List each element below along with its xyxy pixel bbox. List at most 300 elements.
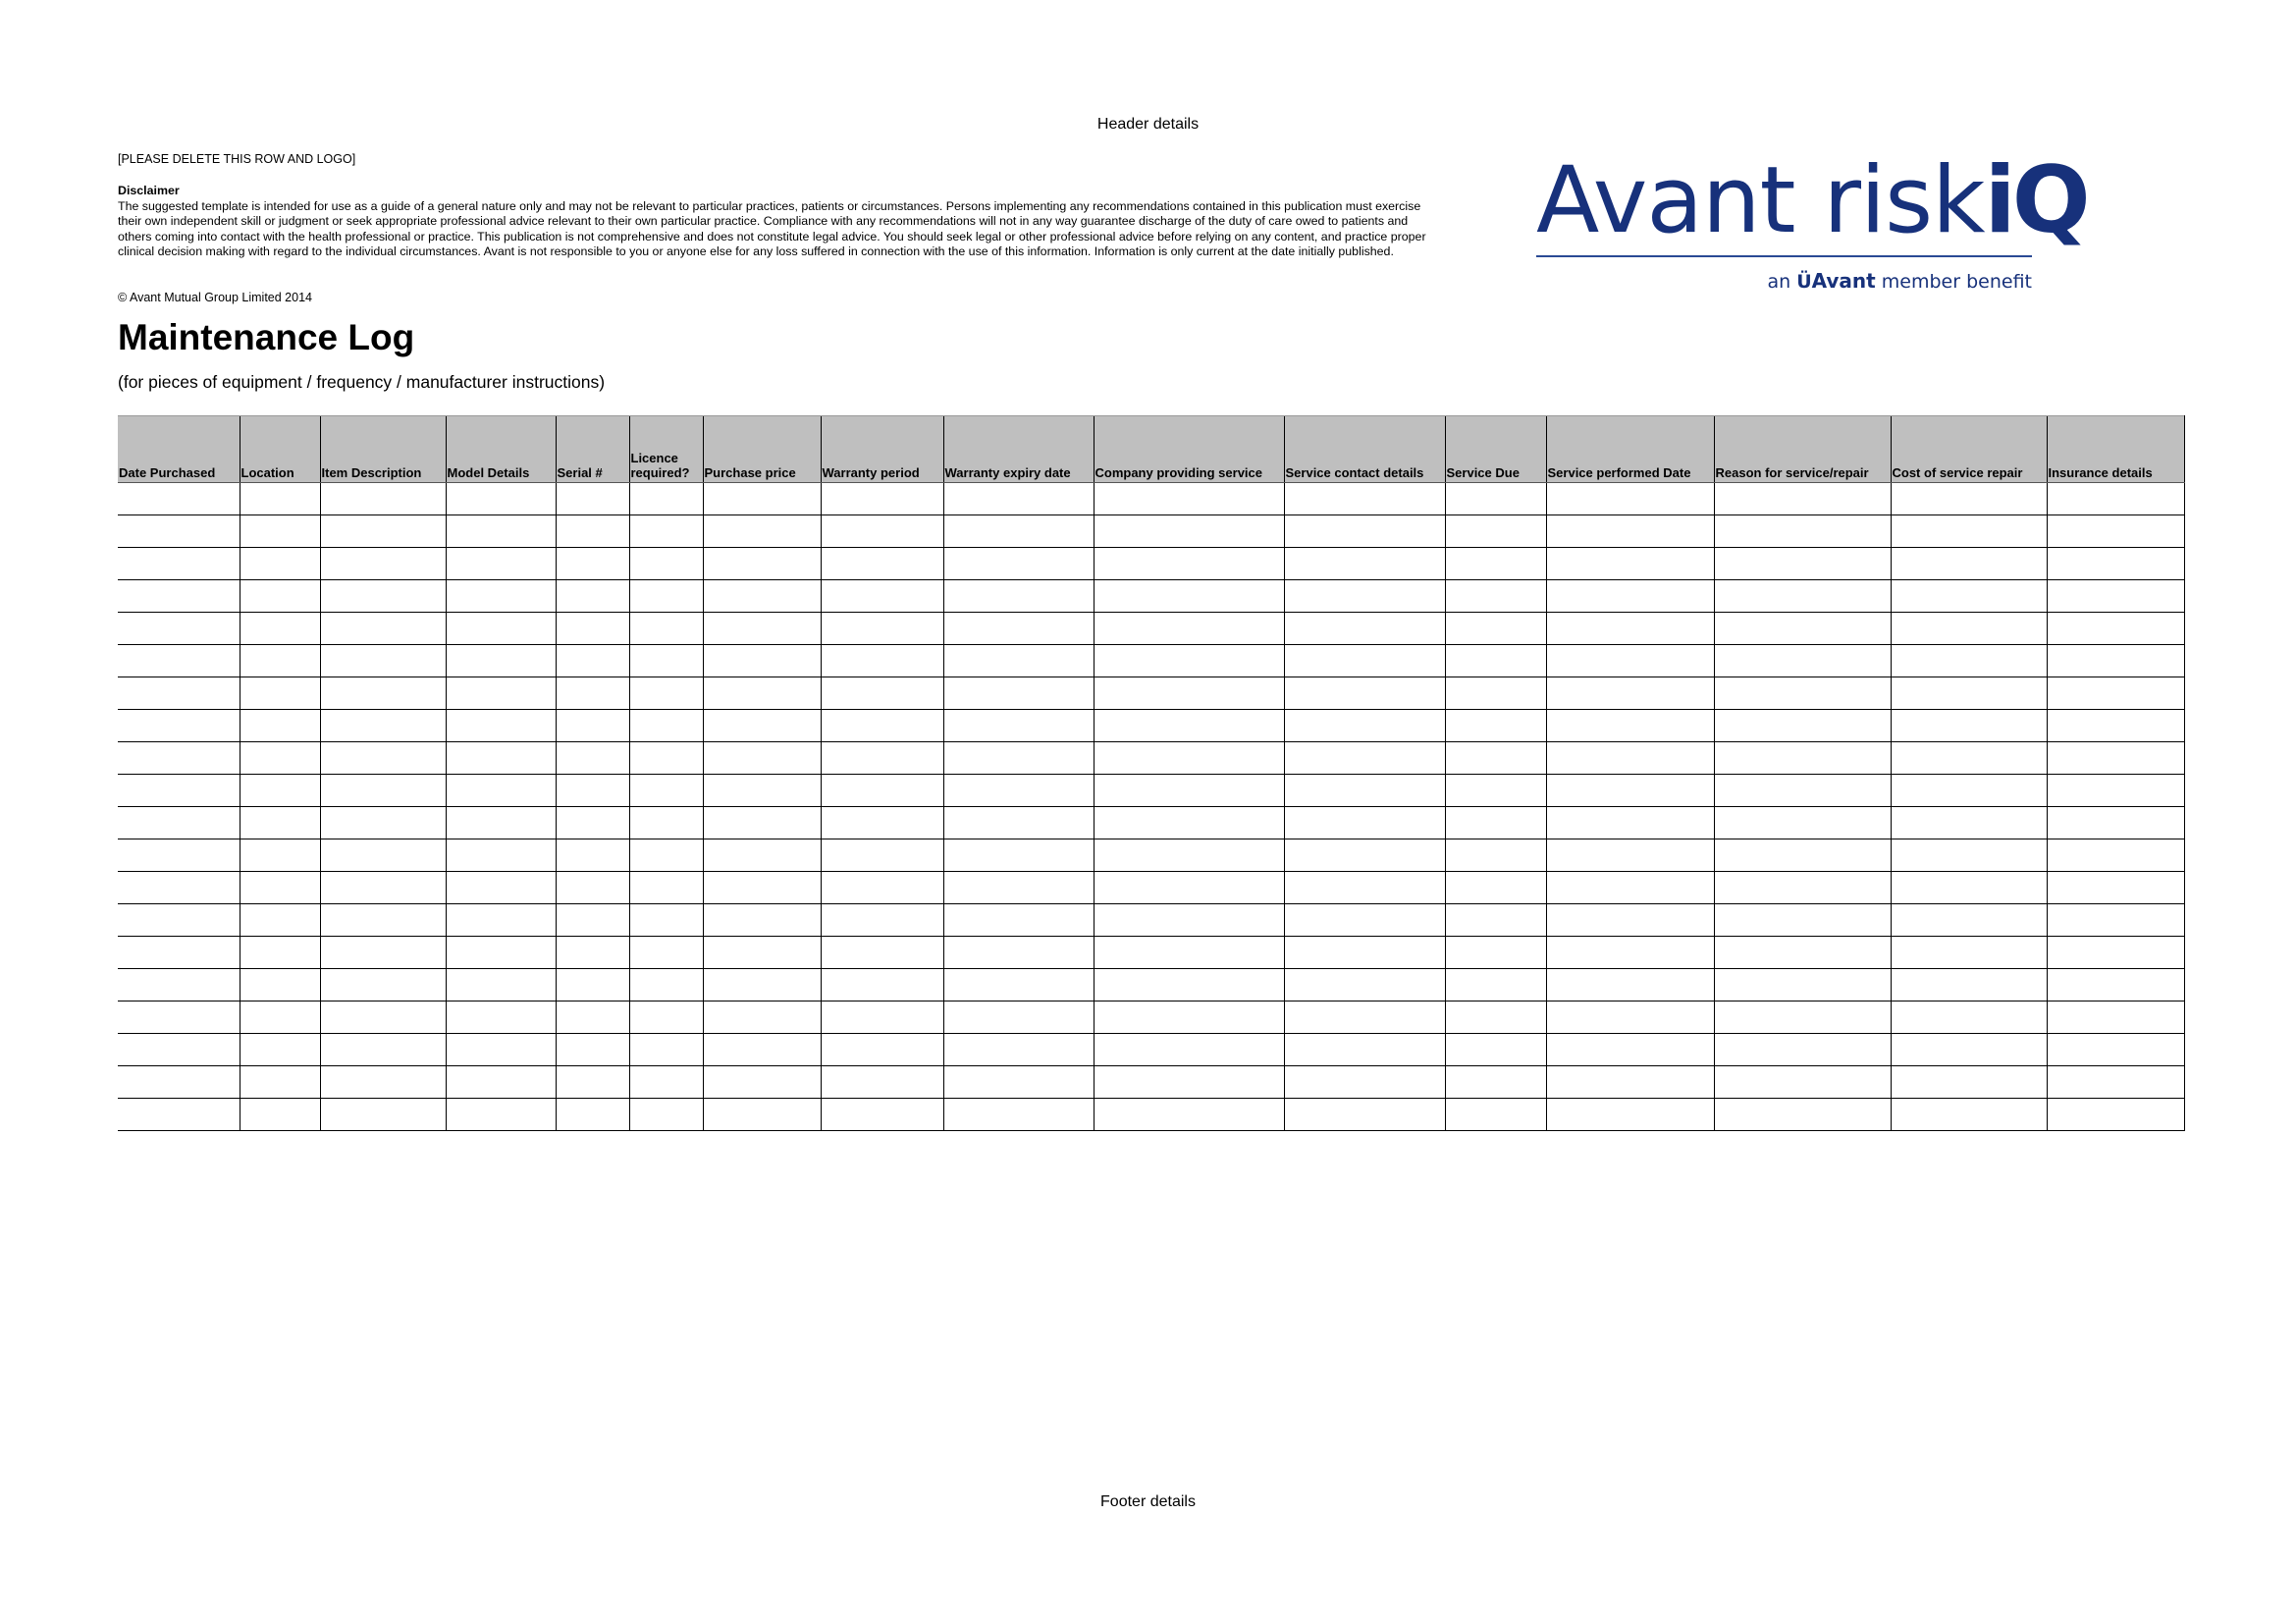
table-cell[interactable] (1284, 1001, 1445, 1034)
table-cell[interactable] (118, 904, 240, 937)
table-cell[interactable] (1284, 807, 1445, 839)
table-cell[interactable] (1891, 1066, 2047, 1099)
table-cell[interactable] (703, 839, 821, 872)
table-cell[interactable] (1445, 1034, 1546, 1066)
table-cell[interactable] (556, 515, 629, 548)
table-cell[interactable] (320, 937, 446, 969)
table-cell[interactable] (703, 969, 821, 1001)
table-cell[interactable] (629, 937, 703, 969)
table-cell[interactable] (821, 580, 943, 613)
table-cell[interactable] (703, 1034, 821, 1066)
table-cell[interactable] (1714, 872, 1891, 904)
table-cell[interactable] (821, 645, 943, 677)
table-cell[interactable] (118, 742, 240, 775)
table-cell[interactable] (1546, 515, 1714, 548)
table-cell[interactable] (1094, 645, 1284, 677)
table-cell[interactable] (1094, 969, 1284, 1001)
table-cell[interactable] (1284, 969, 1445, 1001)
table-cell[interactable] (446, 710, 556, 742)
table-cell[interactable] (1445, 483, 1546, 515)
table-cell[interactable] (2047, 937, 2184, 969)
table-cell[interactable] (703, 1066, 821, 1099)
table-cell[interactable] (446, 1001, 556, 1034)
table-cell[interactable] (1094, 904, 1284, 937)
table-cell[interactable] (118, 580, 240, 613)
table-cell[interactable] (703, 1001, 821, 1034)
table-cell[interactable] (1445, 969, 1546, 1001)
table-cell[interactable] (1714, 710, 1891, 742)
table-cell[interactable] (240, 775, 320, 807)
table-cell[interactable] (943, 1099, 1094, 1131)
table-cell[interactable] (943, 580, 1094, 613)
table-cell[interactable] (556, 775, 629, 807)
table-cell[interactable] (118, 839, 240, 872)
table-cell[interactable] (2047, 1066, 2184, 1099)
table-cell[interactable] (2047, 807, 2184, 839)
table-cell[interactable] (240, 483, 320, 515)
table-cell[interactable] (703, 1099, 821, 1131)
table-cell[interactable] (556, 807, 629, 839)
table-cell[interactable] (703, 775, 821, 807)
table-cell[interactable] (1094, 937, 1284, 969)
table-cell[interactable] (1891, 645, 2047, 677)
table-cell[interactable] (556, 872, 629, 904)
table-cell[interactable] (821, 1034, 943, 1066)
table-cell[interactable] (1284, 1066, 1445, 1099)
table-cell[interactable] (629, 1066, 703, 1099)
table-cell[interactable] (320, 969, 446, 1001)
table-cell[interactable] (446, 677, 556, 710)
table-cell[interactable] (943, 613, 1094, 645)
table-cell[interactable] (821, 1066, 943, 1099)
table-cell[interactable] (1445, 1001, 1546, 1034)
table-cell[interactable] (1284, 645, 1445, 677)
table-cell[interactable] (1546, 548, 1714, 580)
table-cell[interactable] (1546, 872, 1714, 904)
table-cell[interactable] (556, 937, 629, 969)
table-cell[interactable] (1891, 677, 2047, 710)
table-cell[interactable] (1891, 1001, 2047, 1034)
table-cell[interactable] (1445, 872, 1546, 904)
table-cell[interactable] (821, 515, 943, 548)
table-cell[interactable] (943, 742, 1094, 775)
table-cell[interactable] (1445, 807, 1546, 839)
table-cell[interactable] (1094, 807, 1284, 839)
table-cell[interactable] (240, 677, 320, 710)
table-cell[interactable] (446, 742, 556, 775)
table-cell[interactable] (629, 1099, 703, 1131)
table-cell[interactable] (1284, 775, 1445, 807)
table-cell[interactable] (446, 1066, 556, 1099)
table-cell[interactable] (556, 1066, 629, 1099)
table-cell[interactable] (1284, 839, 1445, 872)
table-cell[interactable] (943, 548, 1094, 580)
table-cell[interactable] (1445, 1099, 1546, 1131)
table-cell[interactable] (2047, 580, 2184, 613)
table-cell[interactable] (1284, 613, 1445, 645)
table-cell[interactable] (629, 677, 703, 710)
table-cell[interactable] (320, 548, 446, 580)
table-cell[interactable] (821, 710, 943, 742)
table-cell[interactable] (1714, 483, 1891, 515)
table-cell[interactable] (1714, 969, 1891, 1001)
table-cell[interactable] (446, 904, 556, 937)
table-cell[interactable] (320, 645, 446, 677)
table-cell[interactable] (240, 1066, 320, 1099)
table-cell[interactable] (2047, 483, 2184, 515)
table-cell[interactable] (118, 645, 240, 677)
table-cell[interactable] (556, 969, 629, 1001)
table-cell[interactable] (2047, 548, 2184, 580)
table-cell[interactable] (821, 807, 943, 839)
table-cell[interactable] (703, 677, 821, 710)
table-cell[interactable] (821, 937, 943, 969)
table-cell[interactable] (1546, 483, 1714, 515)
table-cell[interactable] (821, 1099, 943, 1131)
table-cell[interactable] (320, 807, 446, 839)
table-cell[interactable] (1714, 1099, 1891, 1131)
table-cell[interactable] (1284, 1034, 1445, 1066)
table-cell[interactable] (556, 742, 629, 775)
table-cell[interactable] (1891, 839, 2047, 872)
table-cell[interactable] (320, 677, 446, 710)
table-cell[interactable] (320, 904, 446, 937)
table-cell[interactable] (1714, 548, 1891, 580)
table-cell[interactable] (1546, 969, 1714, 1001)
table-cell[interactable] (1284, 710, 1445, 742)
table-cell[interactable] (821, 483, 943, 515)
table-cell[interactable] (1284, 937, 1445, 969)
table-cell[interactable] (1445, 742, 1546, 775)
table-cell[interactable] (240, 548, 320, 580)
table-cell[interactable] (821, 1001, 943, 1034)
table-cell[interactable] (1546, 775, 1714, 807)
table-cell[interactable] (1445, 775, 1546, 807)
table-cell[interactable] (1891, 515, 2047, 548)
table-cell[interactable] (1094, 710, 1284, 742)
table-cell[interactable] (1891, 904, 2047, 937)
table-cell[interactable] (556, 548, 629, 580)
table-cell[interactable] (629, 1001, 703, 1034)
table-cell[interactable] (629, 839, 703, 872)
table-cell[interactable] (629, 904, 703, 937)
table-cell[interactable] (629, 775, 703, 807)
table-cell[interactable] (1891, 742, 2047, 775)
table-cell[interactable] (1094, 742, 1284, 775)
table-cell[interactable] (1094, 548, 1284, 580)
table-cell[interactable] (240, 742, 320, 775)
table-cell[interactable] (446, 969, 556, 1001)
table-cell[interactable] (1284, 548, 1445, 580)
table-cell[interactable] (446, 839, 556, 872)
table-cell[interactable] (320, 580, 446, 613)
table-cell[interactable] (240, 969, 320, 1001)
table-cell[interactable] (943, 839, 1094, 872)
table-cell[interactable] (118, 969, 240, 1001)
table-cell[interactable] (703, 872, 821, 904)
table-cell[interactable] (1546, 645, 1714, 677)
table-cell[interactable] (1714, 677, 1891, 710)
table-cell[interactable] (703, 807, 821, 839)
table-cell[interactable] (1714, 515, 1891, 548)
table-cell[interactable] (1891, 872, 2047, 904)
table-cell[interactable] (703, 710, 821, 742)
table-cell[interactable] (1714, 613, 1891, 645)
table-cell[interactable] (1284, 904, 1445, 937)
table-cell[interactable] (556, 1001, 629, 1034)
table-cell[interactable] (629, 483, 703, 515)
table-cell[interactable] (240, 807, 320, 839)
table-cell[interactable] (446, 483, 556, 515)
table-cell[interactable] (1546, 807, 1714, 839)
table-cell[interactable] (320, 1001, 446, 1034)
table-cell[interactable] (821, 548, 943, 580)
table-cell[interactable] (240, 710, 320, 742)
table-cell[interactable] (1094, 483, 1284, 515)
table-cell[interactable] (1284, 872, 1445, 904)
table-cell[interactable] (1445, 548, 1546, 580)
table-cell[interactable] (1714, 1034, 1891, 1066)
table-cell[interactable] (446, 872, 556, 904)
table-cell[interactable] (2047, 742, 2184, 775)
table-cell[interactable] (1445, 613, 1546, 645)
table-cell[interactable] (240, 515, 320, 548)
table-cell[interactable] (320, 742, 446, 775)
table-cell[interactable] (943, 1066, 1094, 1099)
table-cell[interactable] (821, 775, 943, 807)
table-cell[interactable] (1094, 580, 1284, 613)
table-cell[interactable] (1891, 1099, 2047, 1131)
table-cell[interactable] (629, 580, 703, 613)
table-cell[interactable] (2047, 613, 2184, 645)
table-cell[interactable] (1891, 775, 2047, 807)
table-cell[interactable] (2047, 645, 2184, 677)
table-cell[interactable] (1284, 580, 1445, 613)
table-cell[interactable] (446, 515, 556, 548)
table-cell[interactable] (1284, 677, 1445, 710)
table-cell[interactable] (943, 775, 1094, 807)
table-cell[interactable] (2047, 904, 2184, 937)
table-cell[interactable] (1891, 937, 2047, 969)
table-cell[interactable] (821, 839, 943, 872)
table-cell[interactable] (2047, 677, 2184, 710)
table-cell[interactable] (446, 613, 556, 645)
table-cell[interactable] (943, 807, 1094, 839)
table-cell[interactable] (446, 937, 556, 969)
table-cell[interactable] (1284, 515, 1445, 548)
table-cell[interactable] (1891, 969, 2047, 1001)
table-cell[interactable] (320, 483, 446, 515)
table-cell[interactable] (1891, 710, 2047, 742)
table-cell[interactable] (446, 645, 556, 677)
table-cell[interactable] (2047, 872, 2184, 904)
table-cell[interactable] (2047, 1001, 2184, 1034)
table-cell[interactable] (1891, 483, 2047, 515)
table-cell[interactable] (1445, 937, 1546, 969)
table-cell[interactable] (118, 710, 240, 742)
table-cell[interactable] (1546, 613, 1714, 645)
table-cell[interactable] (1445, 677, 1546, 710)
table-cell[interactable] (446, 1099, 556, 1131)
table-cell[interactable] (1714, 839, 1891, 872)
table-cell[interactable] (320, 710, 446, 742)
table-cell[interactable] (1891, 807, 2047, 839)
table-cell[interactable] (1445, 839, 1546, 872)
table-cell[interactable] (118, 677, 240, 710)
table-cell[interactable] (1094, 839, 1284, 872)
table-cell[interactable] (1284, 1099, 1445, 1131)
table-cell[interactable] (118, 872, 240, 904)
table-cell[interactable] (556, 580, 629, 613)
table-cell[interactable] (1094, 872, 1284, 904)
table-cell[interactable] (118, 1001, 240, 1034)
table-cell[interactable] (821, 904, 943, 937)
table-cell[interactable] (240, 1099, 320, 1131)
table-cell[interactable] (2047, 515, 2184, 548)
table-cell[interactable] (629, 742, 703, 775)
table-cell[interactable] (629, 645, 703, 677)
table-cell[interactable] (1714, 1066, 1891, 1099)
table-cell[interactable] (1714, 645, 1891, 677)
table-cell[interactable] (821, 872, 943, 904)
table-cell[interactable] (1094, 1099, 1284, 1131)
table-cell[interactable] (118, 613, 240, 645)
table-cell[interactable] (1891, 1034, 2047, 1066)
table-cell[interactable] (629, 807, 703, 839)
table-cell[interactable] (1445, 515, 1546, 548)
table-cell[interactable] (1546, 677, 1714, 710)
table-cell[interactable] (629, 872, 703, 904)
table-cell[interactable] (703, 742, 821, 775)
table-cell[interactable] (1094, 677, 1284, 710)
table-cell[interactable] (1445, 645, 1546, 677)
table-cell[interactable] (118, 1099, 240, 1131)
table-cell[interactable] (556, 839, 629, 872)
table-cell[interactable] (943, 483, 1094, 515)
table-cell[interactable] (943, 677, 1094, 710)
table-cell[interactable] (118, 483, 240, 515)
table-cell[interactable] (320, 872, 446, 904)
table-cell[interactable] (943, 1034, 1094, 1066)
table-cell[interactable] (320, 515, 446, 548)
table-cell[interactable] (1094, 515, 1284, 548)
table-cell[interactable] (1546, 710, 1714, 742)
table-cell[interactable] (629, 1034, 703, 1066)
table-cell[interactable] (240, 580, 320, 613)
table-cell[interactable] (240, 613, 320, 645)
table-cell[interactable] (1546, 742, 1714, 775)
table-cell[interactable] (320, 613, 446, 645)
table-cell[interactable] (1284, 483, 1445, 515)
table-cell[interactable] (1714, 937, 1891, 969)
table-cell[interactable] (1891, 548, 2047, 580)
table-cell[interactable] (1714, 807, 1891, 839)
table-cell[interactable] (1546, 937, 1714, 969)
table-cell[interactable] (703, 904, 821, 937)
table-cell[interactable] (1546, 839, 1714, 872)
table-cell[interactable] (556, 645, 629, 677)
table-cell[interactable] (118, 1034, 240, 1066)
table-cell[interactable] (629, 548, 703, 580)
table-cell[interactable] (240, 937, 320, 969)
table-cell[interactable] (2047, 839, 2184, 872)
table-cell[interactable] (943, 645, 1094, 677)
table-cell[interactable] (703, 515, 821, 548)
table-cell[interactable] (943, 937, 1094, 969)
table-cell[interactable] (556, 1099, 629, 1131)
table-cell[interactable] (629, 969, 703, 1001)
table-cell[interactable] (240, 1001, 320, 1034)
table-cell[interactable] (1284, 742, 1445, 775)
table-cell[interactable] (556, 613, 629, 645)
table-cell[interactable] (446, 1034, 556, 1066)
table-cell[interactable] (943, 904, 1094, 937)
table-cell[interactable] (943, 1001, 1094, 1034)
table-cell[interactable] (1445, 710, 1546, 742)
table-cell[interactable] (1546, 1001, 1714, 1034)
table-cell[interactable] (1714, 904, 1891, 937)
table-cell[interactable] (1714, 1001, 1891, 1034)
table-cell[interactable] (320, 839, 446, 872)
table-cell[interactable] (556, 1034, 629, 1066)
table-cell[interactable] (629, 613, 703, 645)
table-cell[interactable] (1445, 1066, 1546, 1099)
table-cell[interactable] (821, 742, 943, 775)
table-cell[interactable] (1714, 742, 1891, 775)
table-cell[interactable] (556, 710, 629, 742)
table-cell[interactable] (556, 677, 629, 710)
table-cell[interactable] (556, 483, 629, 515)
table-cell[interactable] (821, 969, 943, 1001)
table-cell[interactable] (629, 515, 703, 548)
table-cell[interactable] (821, 613, 943, 645)
table-cell[interactable] (821, 677, 943, 710)
table-cell[interactable] (240, 1034, 320, 1066)
table-cell[interactable] (703, 645, 821, 677)
table-cell[interactable] (1445, 904, 1546, 937)
table-cell[interactable] (943, 710, 1094, 742)
table-cell[interactable] (446, 807, 556, 839)
table-cell[interactable] (320, 1034, 446, 1066)
table-cell[interactable] (2047, 775, 2184, 807)
table-cell[interactable] (1094, 1034, 1284, 1066)
table-cell[interactable] (118, 807, 240, 839)
table-cell[interactable] (1546, 904, 1714, 937)
table-cell[interactable] (320, 1066, 446, 1099)
table-cell[interactable] (446, 580, 556, 613)
table-cell[interactable] (2047, 1034, 2184, 1066)
table-cell[interactable] (320, 775, 446, 807)
table-cell[interactable] (1094, 1001, 1284, 1034)
table-cell[interactable] (1714, 580, 1891, 613)
table-cell[interactable] (629, 710, 703, 742)
table-cell[interactable] (1546, 1034, 1714, 1066)
table-cell[interactable] (1094, 1066, 1284, 1099)
table-cell[interactable] (118, 937, 240, 969)
table-cell[interactable] (118, 548, 240, 580)
table-cell[interactable] (2047, 710, 2184, 742)
table-cell[interactable] (1094, 613, 1284, 645)
table-cell[interactable] (703, 548, 821, 580)
table-cell[interactable] (240, 872, 320, 904)
table-cell[interactable] (240, 645, 320, 677)
table-cell[interactable] (1714, 775, 1891, 807)
table-cell[interactable] (240, 839, 320, 872)
table-cell[interactable] (943, 969, 1094, 1001)
table-cell[interactable] (446, 548, 556, 580)
table-cell[interactable] (1546, 1066, 1714, 1099)
table-cell[interactable] (240, 904, 320, 937)
